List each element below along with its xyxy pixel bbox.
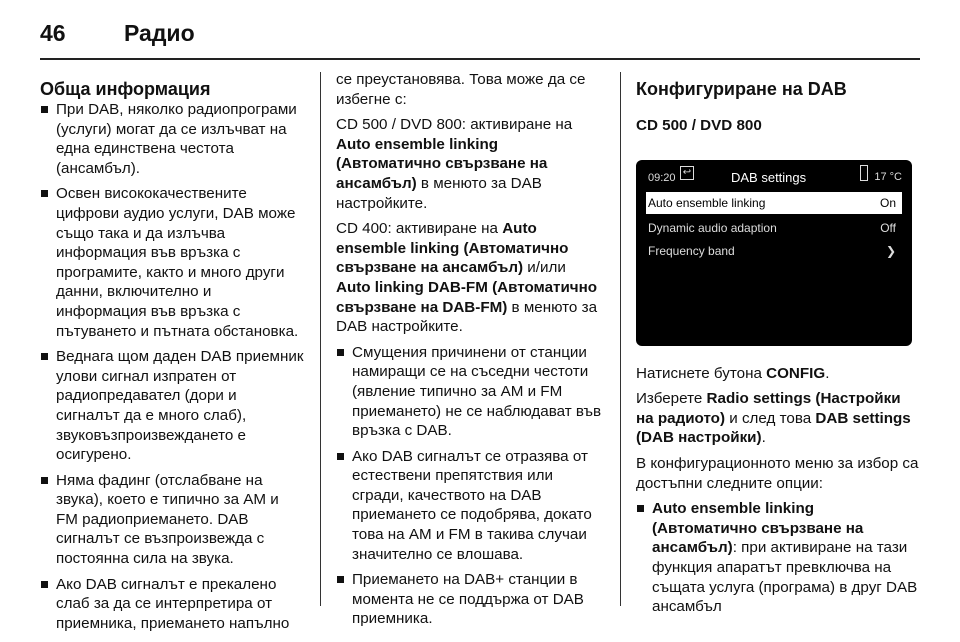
list-item: Ако DAB сигналът е прекалено слаб за да се интерпретира от приемника, приемането напълно [40,575,304,634]
menu-item-name: Auto ensemble linking (Автоматично свързване на ансамбъл) [336,135,548,192]
paragraph-press-config [636,364,922,384]
menu-row-dynamic-audio [646,217,902,239]
chevron-right-icon: ❯ [885,243,896,258]
text: . [761,429,766,447]
column-3 [636,70,922,617]
text: CD 500 / DVD 800: активиране на [336,116,573,134]
dab-settings-screen [636,160,912,346]
header-rule [40,58,920,60]
section-heading-dab-config: Конфигуриране на DAB [636,79,847,99]
list-item: Освен висококачествените цифрови аудио услуги, DAB може също така и да излъчва информация във връзка с програмите, както и много други данни, включително и информация във връзка с пътуването и пътната обстановка. [40,184,304,341]
text: и/или [523,259,566,277]
column-1 [40,70,304,633]
column-2 [336,70,604,629]
menu-item-name: Radio settings (Настройки на радиото) [636,390,901,427]
list-item: Веднага щом даден DAB приемник улови сигнал изпратен от радиопредавател (дори и сигналът да е много слаб), звуковъзпроизвеждането е осигурено. [40,347,304,465]
list-item: Ако DAB сигналът се отразява от естествени препятствия или сгради, качеството на DAB приемането се подобрява, докато това на AM и FM в такива случаи значително се влошава. [336,447,604,565]
list-item [636,499,922,617]
row-value: Off [880,220,896,235]
text: Изберете [636,390,707,408]
text: и след това [725,409,816,427]
page-header [40,20,920,60]
text: . [825,364,830,382]
list-item: Приемането на DAB+ станции в момента не се поддържа от DAB приемника. [336,570,604,629]
menu-item-name: Auto linking DAB-FM (Автоматично свързване на DAB-FM) [336,278,598,316]
menu-item-name: Auto ensemble linking (Автоматично свързване на ансамбъл) [336,220,569,277]
text: CD 400: активиране на [336,220,503,238]
clock-text: 09:20 [648,171,676,184]
menu-row-frequency-band [646,240,902,262]
paragraph-cd500 [336,115,604,213]
text: в менюто за DAB настройките. [336,174,542,212]
option-name: Auto ensemble linking (Автоматично свързване на ансамбъл) [652,500,864,557]
list-item: Смущения причинени от станции намиращи се на съседни честоти (явление типично за AM и FM приемането) не се наблюдават във връзка с DAB. [336,343,604,441]
page-section-title: Радио [124,20,195,46]
paragraph-cd400 [336,219,604,337]
row-value: On [879,195,896,210]
screen-title: DAB settings [731,169,807,185]
page-number: 46 [40,20,66,46]
section-heading-general: Обща информация [40,79,211,99]
text: Натиснете бутона [636,364,767,382]
paragraph-select-settings [636,389,922,448]
row-label: Frequency band [648,243,735,258]
continued-text: се преустановява. Това може да се избегне с: [336,71,586,108]
column-divider-2 [620,72,621,606]
list-item: При DAB, няколко радиопрограми (услуги) могат да се излъчват на една единствена честота (ансамбъл). [40,100,304,178]
text: в менюто за DAB настройките. [336,298,598,336]
paragraph-options: В конфигурационното меню за избор са достъпни следните опции: [636,454,919,492]
column-divider-1 [320,72,321,606]
temperature-text: 17 °C [874,170,902,183]
row-label: Dynamic audio adaption [648,220,777,235]
button-name: CONFIG [766,364,826,382]
back-arrow-icon: ↩ [680,166,694,180]
list-item: Няма фадинг (отслабване на звука), което е типично за AM и FM радиоприемането. DAB сигналът се възпроизвежда с постоянна сила на звука. [40,471,304,569]
menu-item-name: DAB settings (DAB настройки) [636,409,911,447]
battery-icon [860,165,868,181]
subheading-model: CD 500 / DVD 800 [636,117,762,134]
row-label: Auto ensemble linking [648,195,766,210]
menu-row-auto-ensemble [646,192,902,214]
option-description: : при активиране на тази функция апаратът превключва на същата услуга (програма) в друг DAB ансамбъл [652,539,918,616]
